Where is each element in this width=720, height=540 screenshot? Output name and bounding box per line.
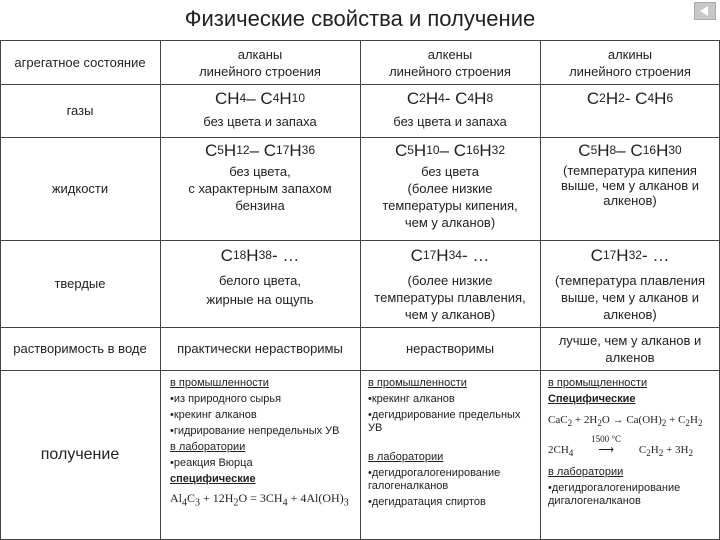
production-alkenes: [368, 377, 533, 512]
header-alkanes-line1: алканы: [237, 46, 283, 62]
formula-liquids-alkynes: C 5 H 8 – C 16 H 30: [578, 140, 682, 160]
production-alkanes: [170, 377, 355, 512]
list-item: •гидрирование непредельных УВ: [170, 425, 340, 437]
prop-line: лучше, чем у алканов и: [558, 332, 702, 348]
solubility-alkanes: практически нерастворимы: [177, 341, 343, 356]
row-label-production: получение: [40, 446, 120, 463]
prop-line: (более низкие: [407, 181, 493, 196]
header-alkenes-line1: алкены: [427, 46, 473, 62]
prop-line: (температура кипения: [563, 163, 697, 178]
equation-ch4: [548, 434, 716, 460]
header-alkynes-line2: линейного строения: [569, 63, 691, 79]
list-item: •крекинг алканов: [170, 409, 257, 421]
list-item: •крекинг алканов: [368, 393, 455, 405]
formula-solids-alkynes: C 17 H 32 - …: [590, 245, 670, 265]
header-alkanes: [160, 41, 360, 84]
formula-solids-alkenes: C 17 H 34 - …: [410, 245, 490, 265]
solubility-alkynes: [540, 327, 720, 370]
arrow-icon: ⟶: [598, 444, 614, 457]
header-alkenes: [360, 41, 540, 84]
list-item: •реакция Вюрца: [170, 457, 253, 469]
industry-heading: в промышленности: [170, 377, 269, 389]
header-alkynes: [540, 41, 720, 84]
production-alkynes: [548, 377, 716, 511]
eq-condition: 1500 °C: [591, 434, 622, 445]
header-alkenes-line2: линейного строения: [389, 63, 511, 79]
prop-line: жирные на ощупь: [206, 292, 314, 307]
list-item: •дегидрогалогенирование дигалогеналканов: [548, 482, 681, 508]
prop-gases-alkanes: без цвета и запаха: [203, 113, 317, 129]
specific-heading: Специфические: [548, 393, 636, 405]
list-item: •из природного сырья: [170, 393, 282, 405]
prop-line: алкенов): [603, 193, 657, 208]
list-item: •дегидрогалогенирование галогеналканов: [368, 467, 501, 492]
prop-liquids-alkynes: [540, 163, 720, 223]
prop-line: с характерным запахом: [188, 181, 332, 196]
back-nav-icon[interactable]: [694, 2, 716, 20]
formula-liquids-alkanes: C 5 H 12 – C 17 H 36: [204, 140, 316, 160]
equation-al4c3: $Al_4C_3 + 12H_2O = 3CH_4 + 4Al(OH)_3$: [170, 491, 349, 509]
prop-line: (более низкие: [407, 273, 493, 288]
prop-line: выше, чем у алканов и: [560, 178, 699, 193]
prop-gases-alkenes: без цвета и запаха: [393, 113, 507, 129]
header-state: агрегатное состояние: [14, 55, 146, 70]
prop-line: чем у алканов): [404, 215, 496, 230]
prop-line: без цвета: [421, 164, 479, 179]
formula-gases-alkynes: C 2 H 2 - C 4 H 6: [586, 88, 674, 108]
prop-line: алкенов: [605, 349, 655, 365]
prop-line: без цвета,: [229, 164, 291, 179]
formula-solids-alkanes: C 18 H 38 - …: [220, 245, 300, 265]
row-label-liquids: жидкости: [51, 181, 109, 196]
list-item: •дегидрирование предельных УВ: [368, 409, 521, 434]
prop-solids-alkenes: [360, 270, 540, 325]
industry-heading: в промышленности: [368, 377, 467, 389]
eq-left: $2CH_4$: [548, 444, 574, 459]
eq-right: $C_2H_2 + 3H_2$: [638, 444, 694, 459]
specific-heading: специфические: [170, 473, 256, 485]
page-title: Физические свойства и получение: [184, 6, 536, 31]
prop-solids-alkanes: [160, 270, 360, 310]
prop-liquids-alkenes: [360, 163, 540, 238]
header-alkanes-line2: линейного строения: [199, 63, 321, 79]
industry-heading: в промыщленности: [548, 377, 648, 389]
prop-line: (температура плавления: [554, 273, 706, 288]
prop-line: алкенов): [603, 307, 657, 322]
lab-heading: в лаборатории: [170, 441, 246, 453]
row-label-solubility: растворимость в воде: [13, 341, 147, 356]
prop-line: чем у алканов): [404, 307, 496, 322]
prop-line: температуры плавления,: [374, 290, 526, 305]
prop-line: выше, чем у алканов и: [560, 290, 699, 305]
solubility-alkenes: нерастворимы: [405, 341, 495, 356]
formula-gases-alkenes: C 2 H 4 - C 4 H 8: [406, 88, 494, 108]
lab-heading: в лаборатории: [548, 466, 624, 479]
formula-liquids-alkenes: C 5 H 10 – C 16 H 32: [394, 140, 506, 160]
prop-liquids-alkanes: [160, 163, 360, 223]
prop-line: белого цвета,: [218, 273, 301, 288]
lab-heading: в лаборатории: [368, 451, 444, 463]
prop-solids-alkynes: [540, 270, 720, 325]
prop-line: температуры кипения,: [382, 198, 518, 213]
formula-gases-alkanes: CH 4 – C 4 H 10: [214, 88, 306, 108]
row-label-solids: твердые: [54, 276, 106, 291]
equation-cac2: $CaC_2 + 2H_2O \to Ca(OH)_2 + C_2H_2$: [548, 414, 703, 429]
row-label-gases: газы: [66, 103, 94, 118]
header-alkynes-line1: алкины: [607, 46, 653, 62]
list-item: •дегидратация спиртов: [368, 496, 486, 508]
eq-arrow: [576, 434, 636, 457]
prop-line: бензина: [235, 198, 285, 213]
